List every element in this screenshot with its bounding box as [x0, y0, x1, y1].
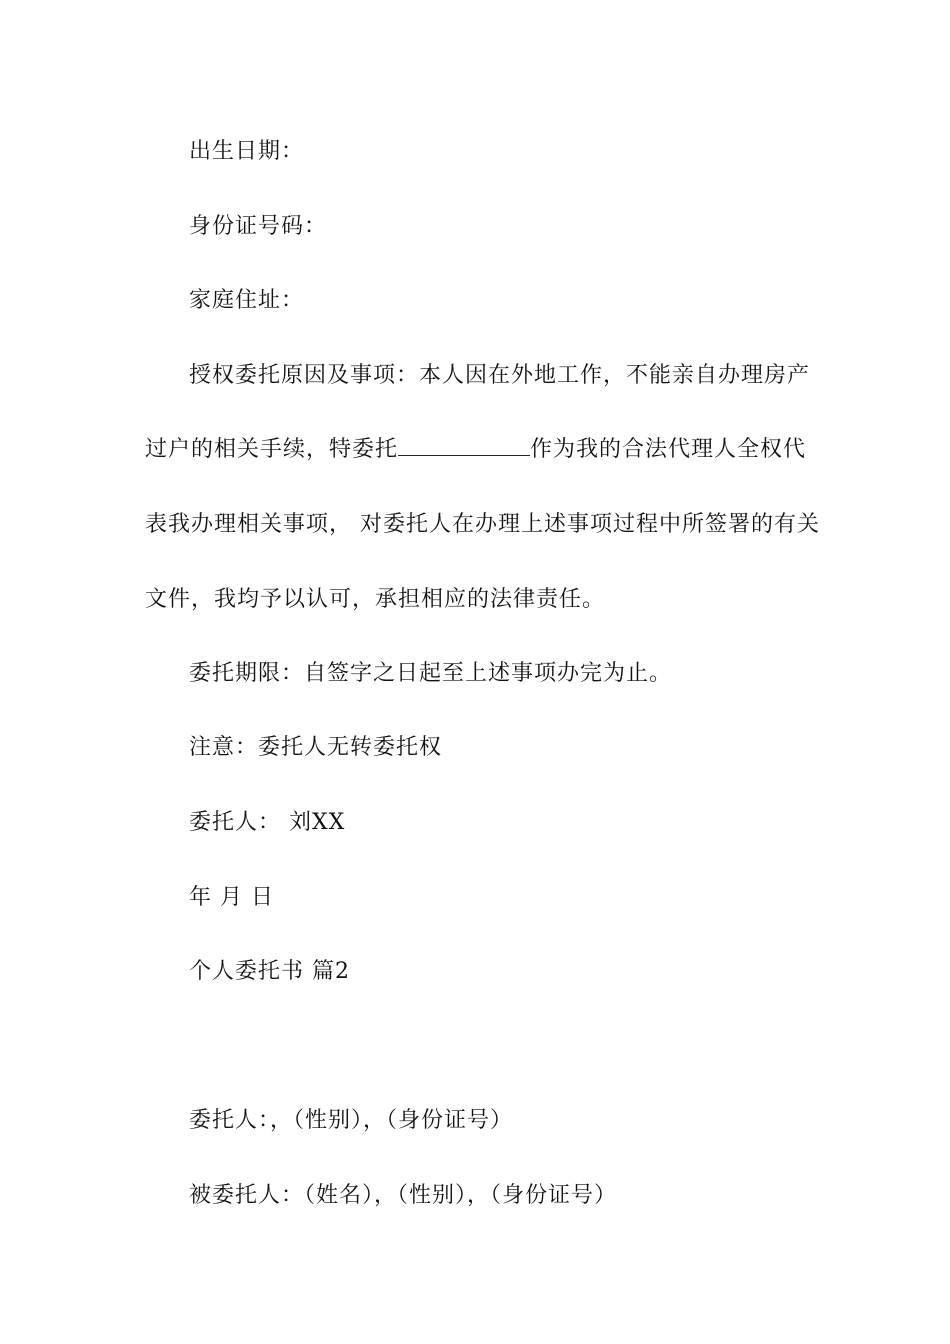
reason-line-4: 文件，我均予以认可，承担相应的法律责任。 — [145, 587, 606, 612]
principal2-line: 委托人：，（性别），（身份证号） — [189, 1108, 514, 1133]
note-text: 注意：委托人无转委托权 — [189, 735, 443, 760]
reason-line-3: 表我办理相关事项， 对委托人在办理上述事项过程中所签署的有关 — [145, 512, 820, 537]
reason-line-2-start: 过户的相关手续，特委托 — [145, 437, 399, 462]
agent2-line: 被委托人：（姓名），（性别），（身份证号） — [189, 1183, 618, 1208]
section-heading: 个人委托书 篇2 — [189, 959, 350, 984]
birth-date-label: 出生日期： — [189, 139, 305, 164]
date-line: 年 月 日 — [189, 885, 274, 910]
agent-name-blank — [398, 435, 530, 456]
reason-line-1: 授权委托原因及事项：本人因在外地工作，不能亲自办理房产 — [189, 363, 811, 388]
principal-line: 委托人： 刘XX — [189, 810, 346, 835]
term-text: 委托期限：自签字之日起至上述事项办完为止。 — [189, 661, 673, 686]
home-address-label: 家庭住址： — [189, 288, 305, 313]
reason-line-2 — [145, 435, 806, 465]
id-number-label: 身份证号码： — [189, 214, 328, 239]
reason-line-2-end: 作为我的合法代理人全权代 — [530, 437, 807, 462]
